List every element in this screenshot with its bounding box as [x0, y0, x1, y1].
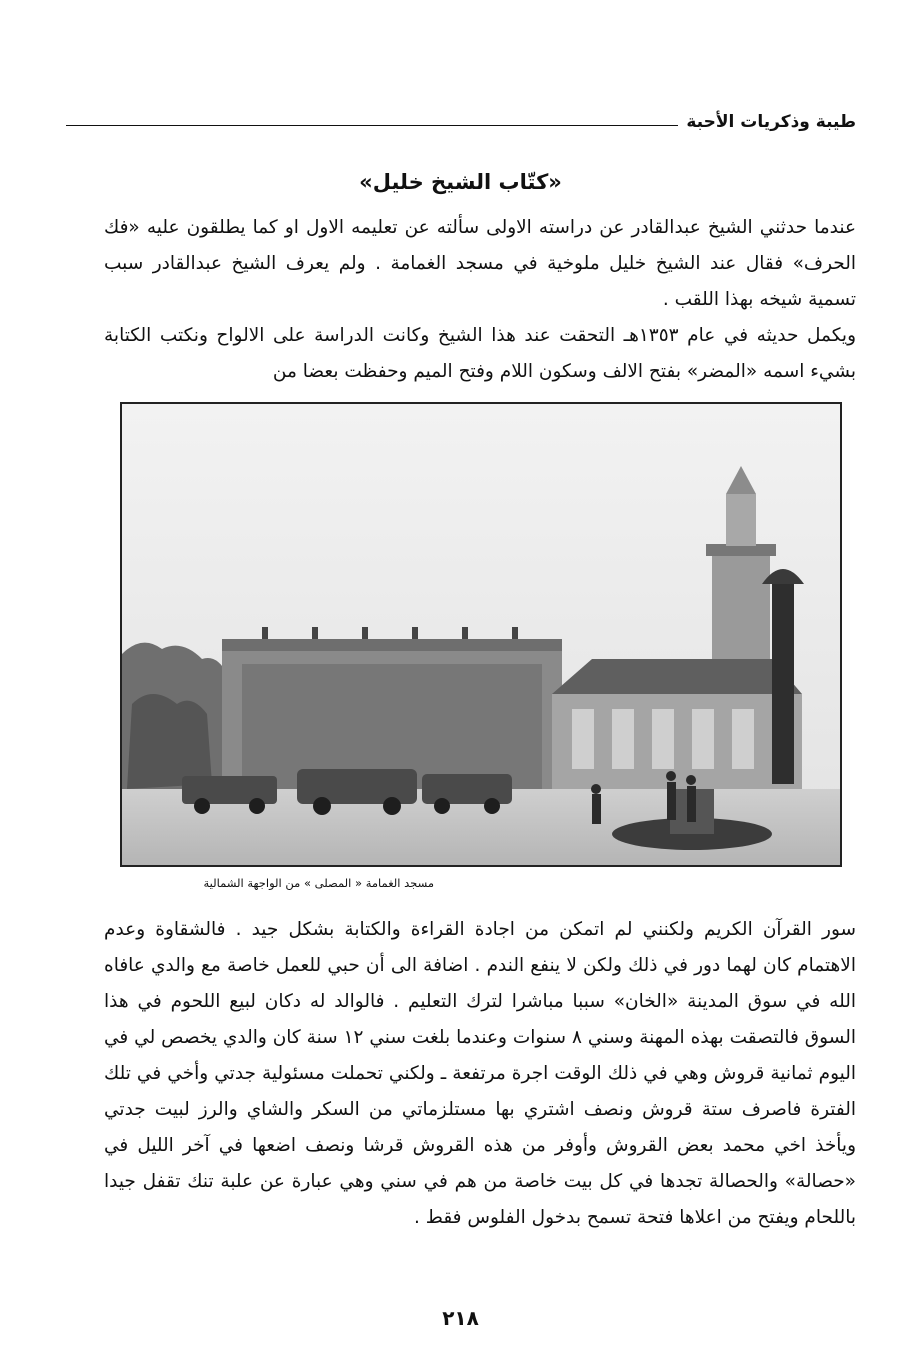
section-title: «كتّاب الشيخ خليل» — [359, 170, 562, 194]
mosque-photo — [120, 402, 842, 867]
photo-caption: مسجد الغمامة « المصلى » من الواجهة الشمالية — [203, 876, 434, 890]
paragraph-3: سور القرآن الكريم ولكنني لم اتمكن من اجادة القراءة والكتابة بشكل جيد . فالشقاوة وعدم الاهتمام كان لهما دور في ذلك ولكن لا ينفع الندم . اضافة الى أن حبي للعمل خاصة مع والدي عافاه الله في سوق المدينة «الخان» سببا مباشرا لترك التعليم . فالوالد له دكان لبيع اللحوم في هذا السوق فالتصقت بهذه المهنة وسني ٨ سنوات وعندما بلغت سني ١٢ سنة كان والدي يخصص لي في اليوم ثمانية قروش وهي في ذلك الوقت اجرة مرتفعة ـ ولكني تحملت مسئولية جدتي وأخي في تلك الفترة فاصرف ستة قروش ونصف اشتري بها مستلزماتي من السكر والشاي والرز لبيت جدتي ويأخذ اخي محمد بعض القروش وأوفر من هذه القروش قرشا ونصف اضعها في آخر الليل في «حصالة» والحصالة تجدها في كل بيت خاصة من هم في سني وهي عبارة عن علبة تنك تقفل جيدا باللحام ويفتح من اعلاها فتحة تسمح بدخول الفلوس فقط . — [104, 919, 856, 1228]
paragraph-2: ويكمل حديثه في عام ١٣٥٣هـ التحقت عند هذا الشيخ وكانت الدراسة على الالواح ونكتب الكتابة بشيء اسمه «المضر» بفتح الالف وسكون اللام وفتح الميم وحفظت بعضا من — [104, 325, 857, 382]
paragraph-1: عندما حدثني الشيخ عبدالقادر عن دراسته الاولى سألته عن تعليمه الاول او كما يطلقون عليه «فك الحرف» فقال عند الشيخ خليل ملوخية في مسجد الغمامة . ولم يعرف الشيخ عبدالقادر سبب تسمية شيخه بهذا اللقب . — [104, 217, 856, 310]
page-number: ٢١٨ — [442, 1306, 479, 1330]
running-header — [66, 112, 856, 132]
running-title: طيبة وذكريات الأحبة — [686, 112, 856, 132]
header-rule — [66, 125, 678, 126]
